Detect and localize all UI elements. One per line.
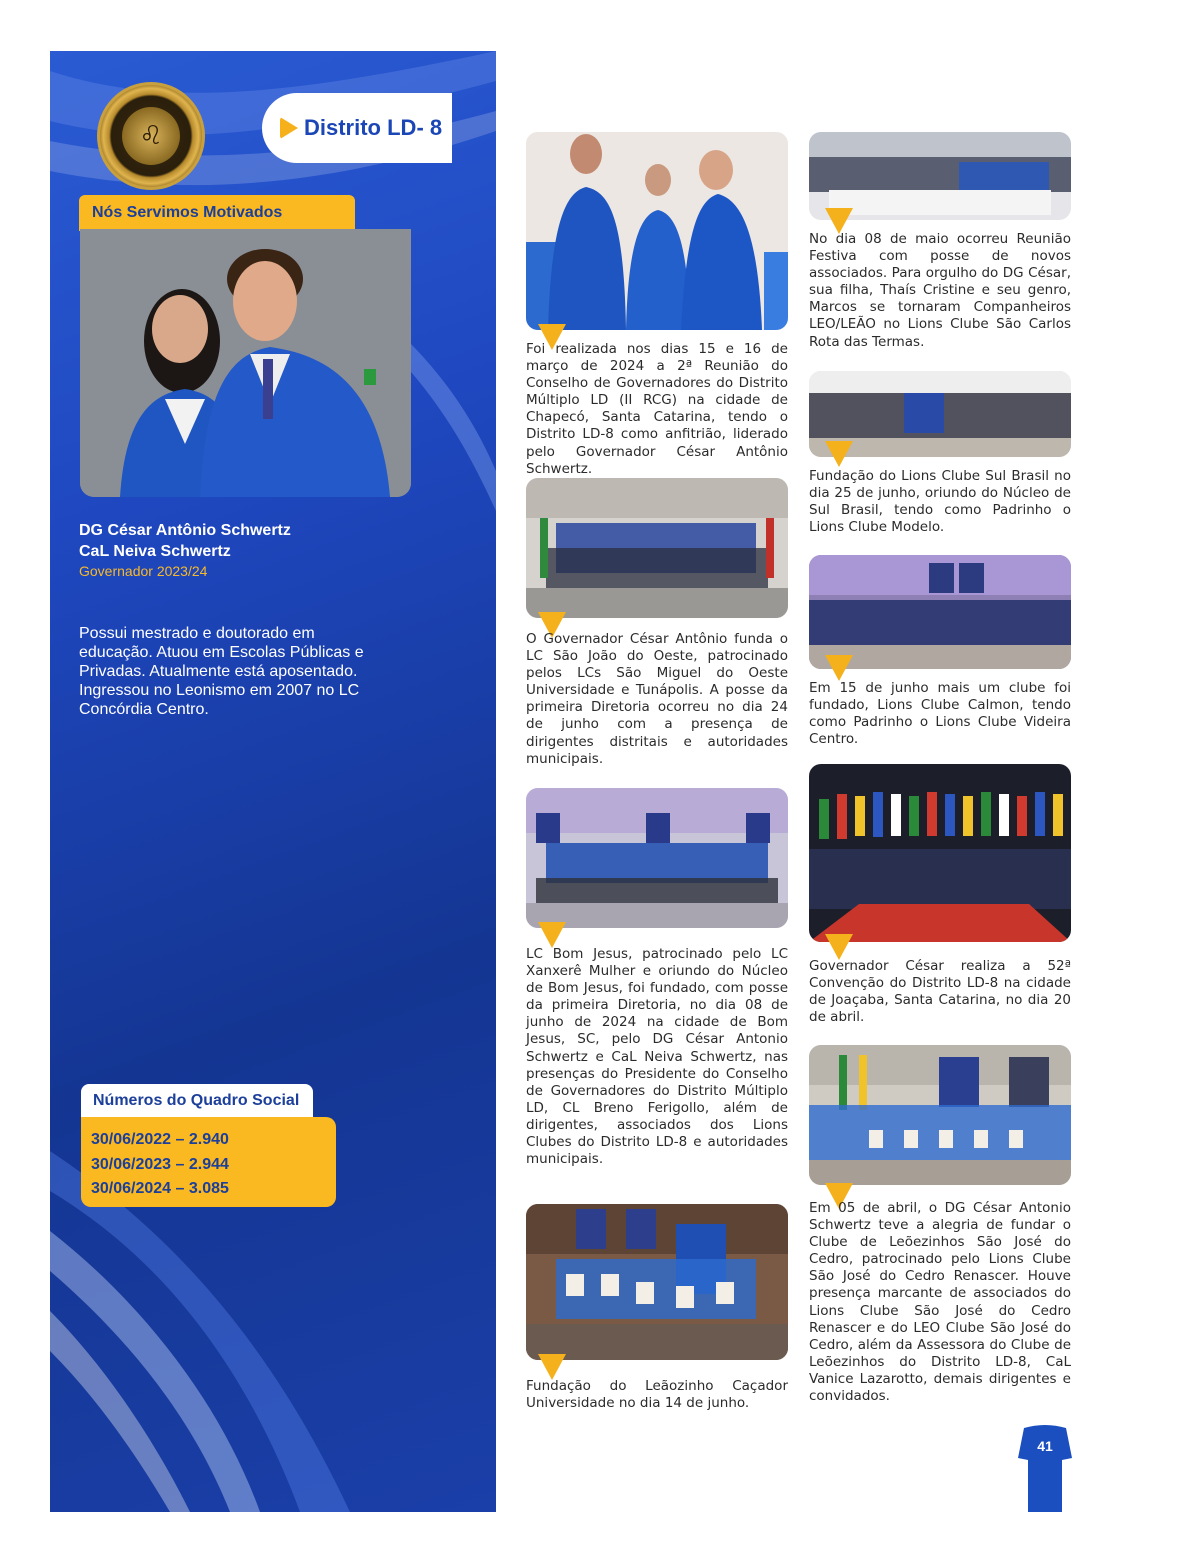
spouse-name: CaL Neiva Schwertz <box>79 543 231 560</box>
pin-marker-icon <box>538 922 566 948</box>
event-caption: Em 15 de junho mais um clube foi fundado, Lions Clube Calmon, tendo como Padrinho o Lions Clube Videira Centro. <box>809 680 1071 748</box>
district-title: Distrito LD- 8 <box>304 115 443 140</box>
event-caption: Foi realizada nos dias 15 e 16 de março de 2024 a 2ª Reunião do Conselho de Governadores do Distrito Múltiplo LD (II RCG) na cidade de Chapecó, Santa Catarina, tendo o Distrito LD-8 como anfitrião, liderado pelo Governador César Antônio Schwertz. <box>526 341 788 477</box>
governor-name: DG César Antônio Schwertz <box>79 522 291 539</box>
pin-marker-icon <box>538 1354 566 1380</box>
event-photo <box>526 788 788 928</box>
motto-tab: Nós Servimos Motivados <box>79 195 355 231</box>
pin-marker-icon <box>825 441 853 467</box>
pin-marker-icon <box>825 934 853 960</box>
event-caption: LC Bom Jesus, patrocinado pelo LC Xanxerê Mulher e oriundo do Núcleo de Bom Jesus, foi fundado, com posse da primeira Diretoria, no dia 08 de junho de 2024 na cidade de Bom Jesus, SC, pelo DG César Antonio Schwertz e CaL Neiva Schwertz, nas presenças do Presidente do Conselho de Governadores do Distrito Múltiplo LD, CL Breno Ferigollo, além de dirigentes, associados dos Lions Clubes do Distrito LD-8 e autoridades municipais. <box>526 946 788 1168</box>
lion-emblem-icon: ♌ <box>122 107 180 165</box>
event-caption: Em 05 de abril, o DG César Antonio Schwertz teve a alegria de fundar o Clube de Leõezinhos São José do Cedro, patrocinado pelo Lions Clube São José do Cedro Renascer. Houve presença marcante de associados do Lions Clube São José do Cedro Renascer e do LEO Clube São José do Cedro, além da Assessora do Clube de Leõezinhos do Distrito LD-8, CaL Vanice Lazarotto, demais dirigentes e convidados. <box>809 1200 1071 1405</box>
event-caption: Fundação do Leãozinho Caçador Universidade no dia 14 de junho. <box>526 1378 788 1412</box>
governor-couple-photo <box>80 229 411 497</box>
event-caption: O Governador César Antônio funda o LC São João do Oeste, patrocinado pelos LCs São Miguel do Oeste Universidade e Tunápolis. A posse da primeira Diretoria ocorreu no dia 24 de junho com a presença de dirigentes distritais e autoridades municipais. <box>526 631 788 767</box>
play-arrow-icon <box>280 117 298 139</box>
membership-row: 30/06/2023 – 2.944 <box>91 1155 229 1173</box>
membership-title: Números do Quadro Social <box>81 1084 313 1118</box>
membership-row: 30/06/2022 – 2.940 <box>91 1131 229 1148</box>
membership-numbers <box>81 1117 336 1207</box>
pin-marker-icon <box>825 655 853 681</box>
event-caption: Fundação do Lions Clube Sul Brasil no dia 25 de junho, oriundo do Núcleo de Sul Brasil, tendo como Padrinho o Lions Clube Modelo. <box>809 468 1071 536</box>
event-photo <box>809 764 1071 942</box>
event-photo <box>526 478 788 618</box>
event-caption: No dia 08 de maio ocorreu Reunião Festiva com posse de novos associados. Para orgulho do DG César, sua filha, Thaís Cristine e seu genro, Marcos se tornaram Companheiros LEO/LEÃO no Lions Clube São Carlos Rota das Termas. <box>809 231 1071 350</box>
event-photo <box>526 132 788 330</box>
event-photo <box>809 1045 1071 1185</box>
page-number <box>1018 1424 1072 1512</box>
lions-seal-icon <box>97 82 205 190</box>
event-photo <box>526 1204 788 1360</box>
page-number-text: 41 <box>1037 1438 1053 1454</box>
membership-row: 30/06/2024 – 3.085 <box>91 1180 229 1197</box>
governor-role: Governador 2023/24 <box>79 563 208 579</box>
governor-bio: Possui mestrado e doutorado em educação. Atuou em Escolas Públicas e Privadas. Atualmente está aposentado. Ingressou no Leonismo em 2007 no LC Concórdia Centro. <box>79 625 364 718</box>
event-photo <box>809 132 1071 220</box>
profile-names <box>79 520 291 581</box>
district-header-tab <box>262 93 452 163</box>
event-photo <box>809 555 1071 669</box>
event-caption: Governador César realiza a 52ª Convenção do Distrito LD-8 na cidade de Joaçaba, Santa Catarina, no dia 20 de abril. <box>809 958 1071 1026</box>
